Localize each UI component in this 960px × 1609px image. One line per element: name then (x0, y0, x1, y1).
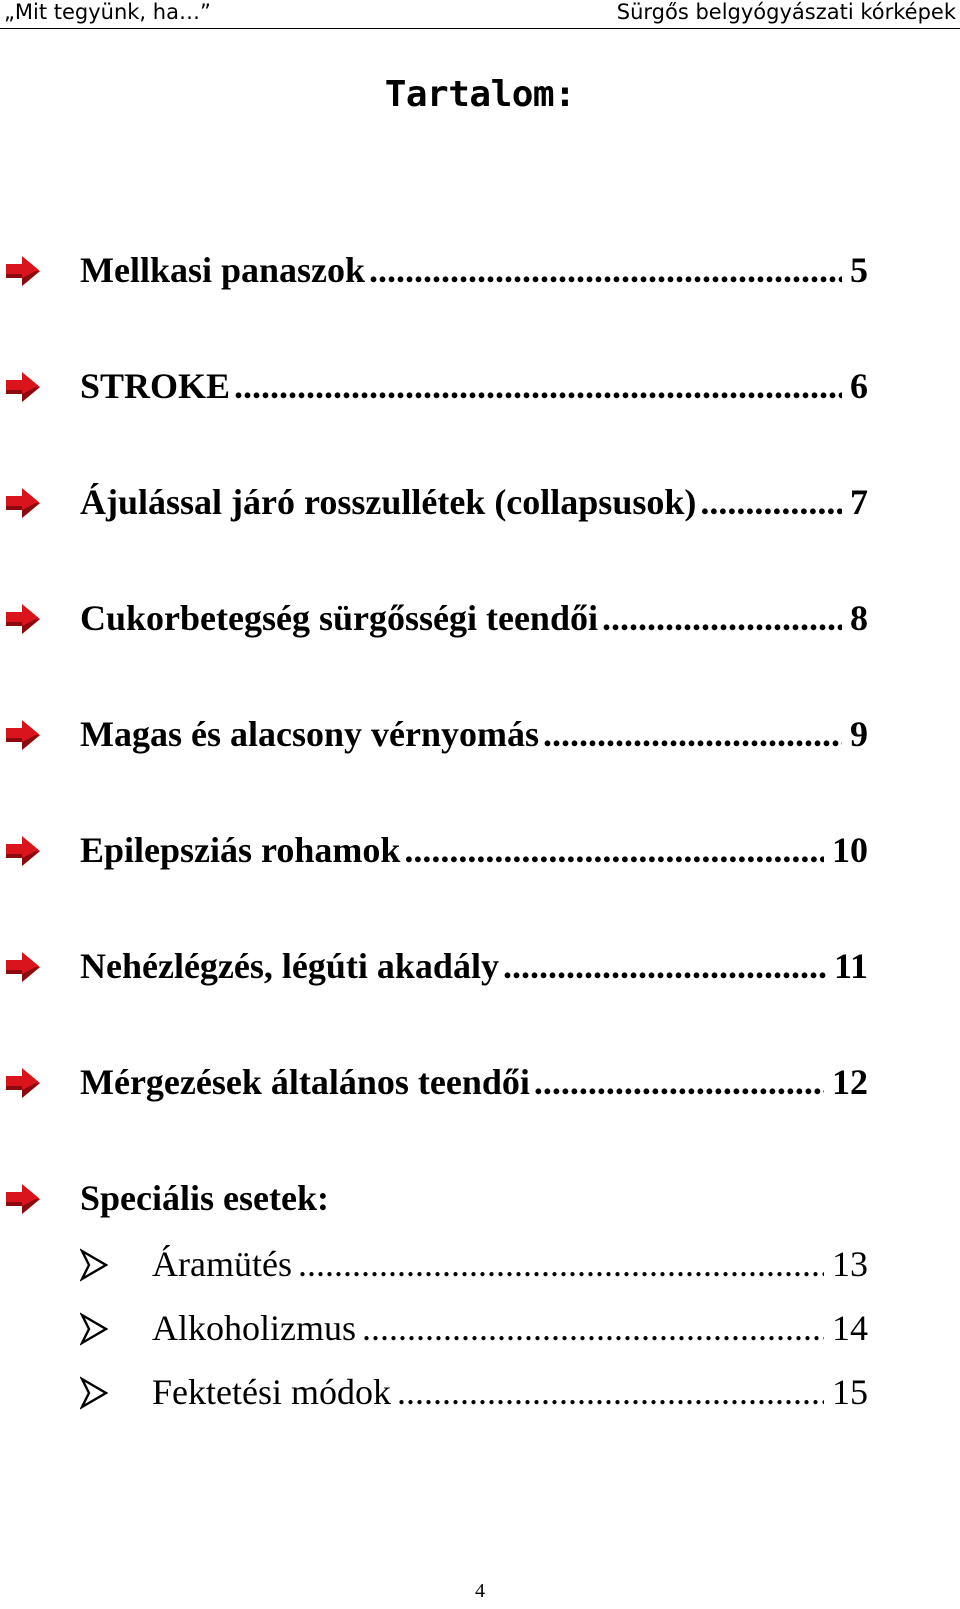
toc-entry-line[interactable] (80, 712, 868, 756)
dot-leader (700, 480, 842, 524)
running-header (0, 0, 960, 29)
red-arrow-icon (6, 372, 40, 402)
toc-entry-label: STROKE (80, 366, 231, 406)
dot-leader (543, 712, 842, 756)
red-arrow-icon (6, 720, 40, 750)
sub-entry-label: Fektetési módok (152, 1372, 391, 1412)
red-arrow-icon (6, 1184, 40, 1214)
sub-entry-label: Alkoholizmus (152, 1308, 356, 1348)
dot-leader (397, 1370, 824, 1414)
sub-entry (0, 1242, 960, 1290)
toc-entry-page: 12 (832, 1062, 868, 1102)
toc-entry-page: 6 (850, 366, 868, 406)
toc-title: Tartalom: (384, 74, 576, 115)
toc-entry-label: Magas és alacsony vérnyomás (80, 714, 539, 754)
outline-arrowhead-icon (80, 1248, 108, 1282)
toc-entry (0, 248, 960, 296)
sub-entry-line[interactable] (152, 1242, 868, 1286)
dot-leader (602, 596, 842, 640)
dot-leader (404, 828, 824, 872)
dot-leader (298, 1242, 824, 1286)
red-arrow-icon (6, 256, 40, 286)
header-right-text: Sürgős belgyógyászati kórképek (616, 0, 956, 24)
dot-leader (362, 1306, 824, 1350)
toc-entry-page: 9 (850, 714, 868, 754)
sub-entry (0, 1370, 960, 1418)
toc-entry-label: Mérgezések általános teendői (80, 1062, 530, 1102)
dot-leader (503, 944, 826, 988)
sub-entry-line[interactable] (152, 1306, 868, 1350)
sub-entry-page: 13 (832, 1244, 868, 1284)
header-left-text: „Mit tegyünk, ha…” (4, 0, 211, 24)
red-arrow-icon (6, 488, 40, 518)
toc-entry (0, 480, 960, 528)
red-arrow-icon (6, 952, 40, 982)
red-arrow-icon (6, 1068, 40, 1098)
red-arrow-icon (6, 836, 40, 866)
toc-entry-line[interactable] (80, 364, 868, 408)
toc-entry (0, 712, 960, 760)
toc-entry-page: 7 (850, 482, 868, 522)
toc-entry (0, 1060, 960, 1108)
toc-entry-page: 11 (833, 946, 868, 986)
toc-entry-line[interactable] (80, 1060, 868, 1104)
toc-entry-page: 8 (850, 598, 868, 638)
toc-entry-line[interactable] (80, 944, 868, 988)
toc-entry-line[interactable] (80, 596, 868, 640)
toc-entry-label: Epilepsziás rohamok (80, 830, 401, 870)
toc-entry (0, 828, 960, 876)
dot-leader (234, 364, 842, 408)
sub-entry-line[interactable] (152, 1370, 868, 1414)
sub-entry (0, 1306, 960, 1354)
red-arrow-icon (6, 604, 40, 634)
outline-arrowhead-icon (80, 1312, 108, 1346)
toc-entry-label: Cukorbetegség sürgősségi teendői (80, 598, 598, 638)
toc-entry-line[interactable] (80, 828, 868, 872)
toc-entry (0, 596, 960, 644)
toc-entry-page: 5 (850, 250, 868, 290)
toc-entry-label: Nehézlégzés, légúti akadály (80, 946, 499, 986)
toc-entry (0, 364, 960, 412)
outline-arrowhead-icon (80, 1376, 108, 1410)
sub-entry-page: 15 (832, 1372, 868, 1412)
toc-entry-page: 10 (832, 830, 868, 870)
toc-entry-label: Mellkasi panaszok (80, 250, 366, 290)
toc-entry-line[interactable] (80, 480, 868, 524)
toc-entry-line[interactable] (80, 248, 868, 292)
special-section-label: Speciális esetek: (80, 1178, 329, 1218)
sub-entry-page: 14 (832, 1308, 868, 1348)
toc-section (0, 1176, 960, 1224)
toc-entry (0, 944, 960, 992)
toc-entry-label: Ájulással járó rosszullétek (collapsusok) (80, 482, 697, 522)
dot-leader (534, 1060, 824, 1104)
sub-entry-label: Áramütés (152, 1244, 292, 1284)
page-number: 4 (475, 1580, 485, 1602)
dot-leader (369, 248, 842, 292)
